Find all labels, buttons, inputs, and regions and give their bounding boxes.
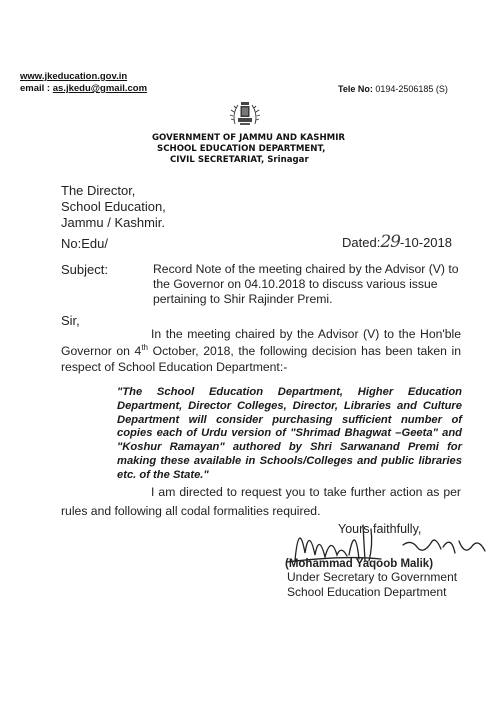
ordinal-suffix: th [141,342,148,352]
closing-yours-faithfully: Yours faithfully, [338,522,422,536]
email-line [20,83,147,95]
department-heading: SCHOOL EDUCATION DEPARTMENT, [157,144,326,154]
paragraph-1-part-b: October, 2018, the following decision has been taken in respect of School Education Department:- [61,343,461,374]
email-label: email : [20,83,53,94]
date-month-year: -10-2018 [399,235,452,250]
recipient-line-1: The Director, [61,183,136,198]
telephone-line [338,83,448,95]
tele-number: 0194-2506185 (S) [372,84,448,94]
website-link[interactable]: www.jkeducation.gov.in [20,71,128,82]
paragraph-2-text: I am directed to request you to take further action as per rules and following all codal formalities required. [61,485,461,518]
handwritten-day: 29 [380,232,400,252]
government-heading: GOVERNMENT OF JAMMU AND KASHMIR [152,133,346,143]
tele-label: Tele No: [338,84,373,94]
dated-label: Dated: [342,235,381,250]
signatory-department: School Education Department [287,585,447,599]
salutation: Sir, [61,313,80,328]
state-emblem-icon [228,98,262,128]
body-paragraph-1 [61,326,461,376]
paragraph-1-part-a: In the meeting chaired by the Advisor (V) to the Hon'ble Governor on 4 [61,327,461,358]
decision-quote: "The School Education Department, Higher Education Department, Director Colleges, Director, Libraries and Culture Department will consider purchasing sufficient number of copies each of Urdu version of "Shrimad Bhagwat –Geeta" and "Koshur Ramayan" authored by Shri Sarwanand Premi for making these available in Schools/Colleges and public libraries etc. of the State." [117,386,462,481]
signatory-name: (Mohammad Yaqoob Malik) [285,558,434,570]
secretariat-heading: CIVIL SECRETARIAT, Srinagar [170,155,309,165]
reference-number: No:Edu/ [61,236,108,251]
subject-label: Subject: [61,262,108,277]
signatory-designation: Under Secretary to Government [287,570,458,584]
email-link[interactable]: as.jkedu@gmail.com [52,83,148,94]
recipient-line-2: School Education, [61,199,166,214]
recipient-line-3: Jammu / Kashmir. [61,215,166,230]
date-line [342,234,452,251]
subject-text: Record Note of the meeting chaired by the Advisor (V) to the Governor on 04.10.2018 to discuss various issue pertaining to Shir Rajinder Premi. [153,262,459,306]
